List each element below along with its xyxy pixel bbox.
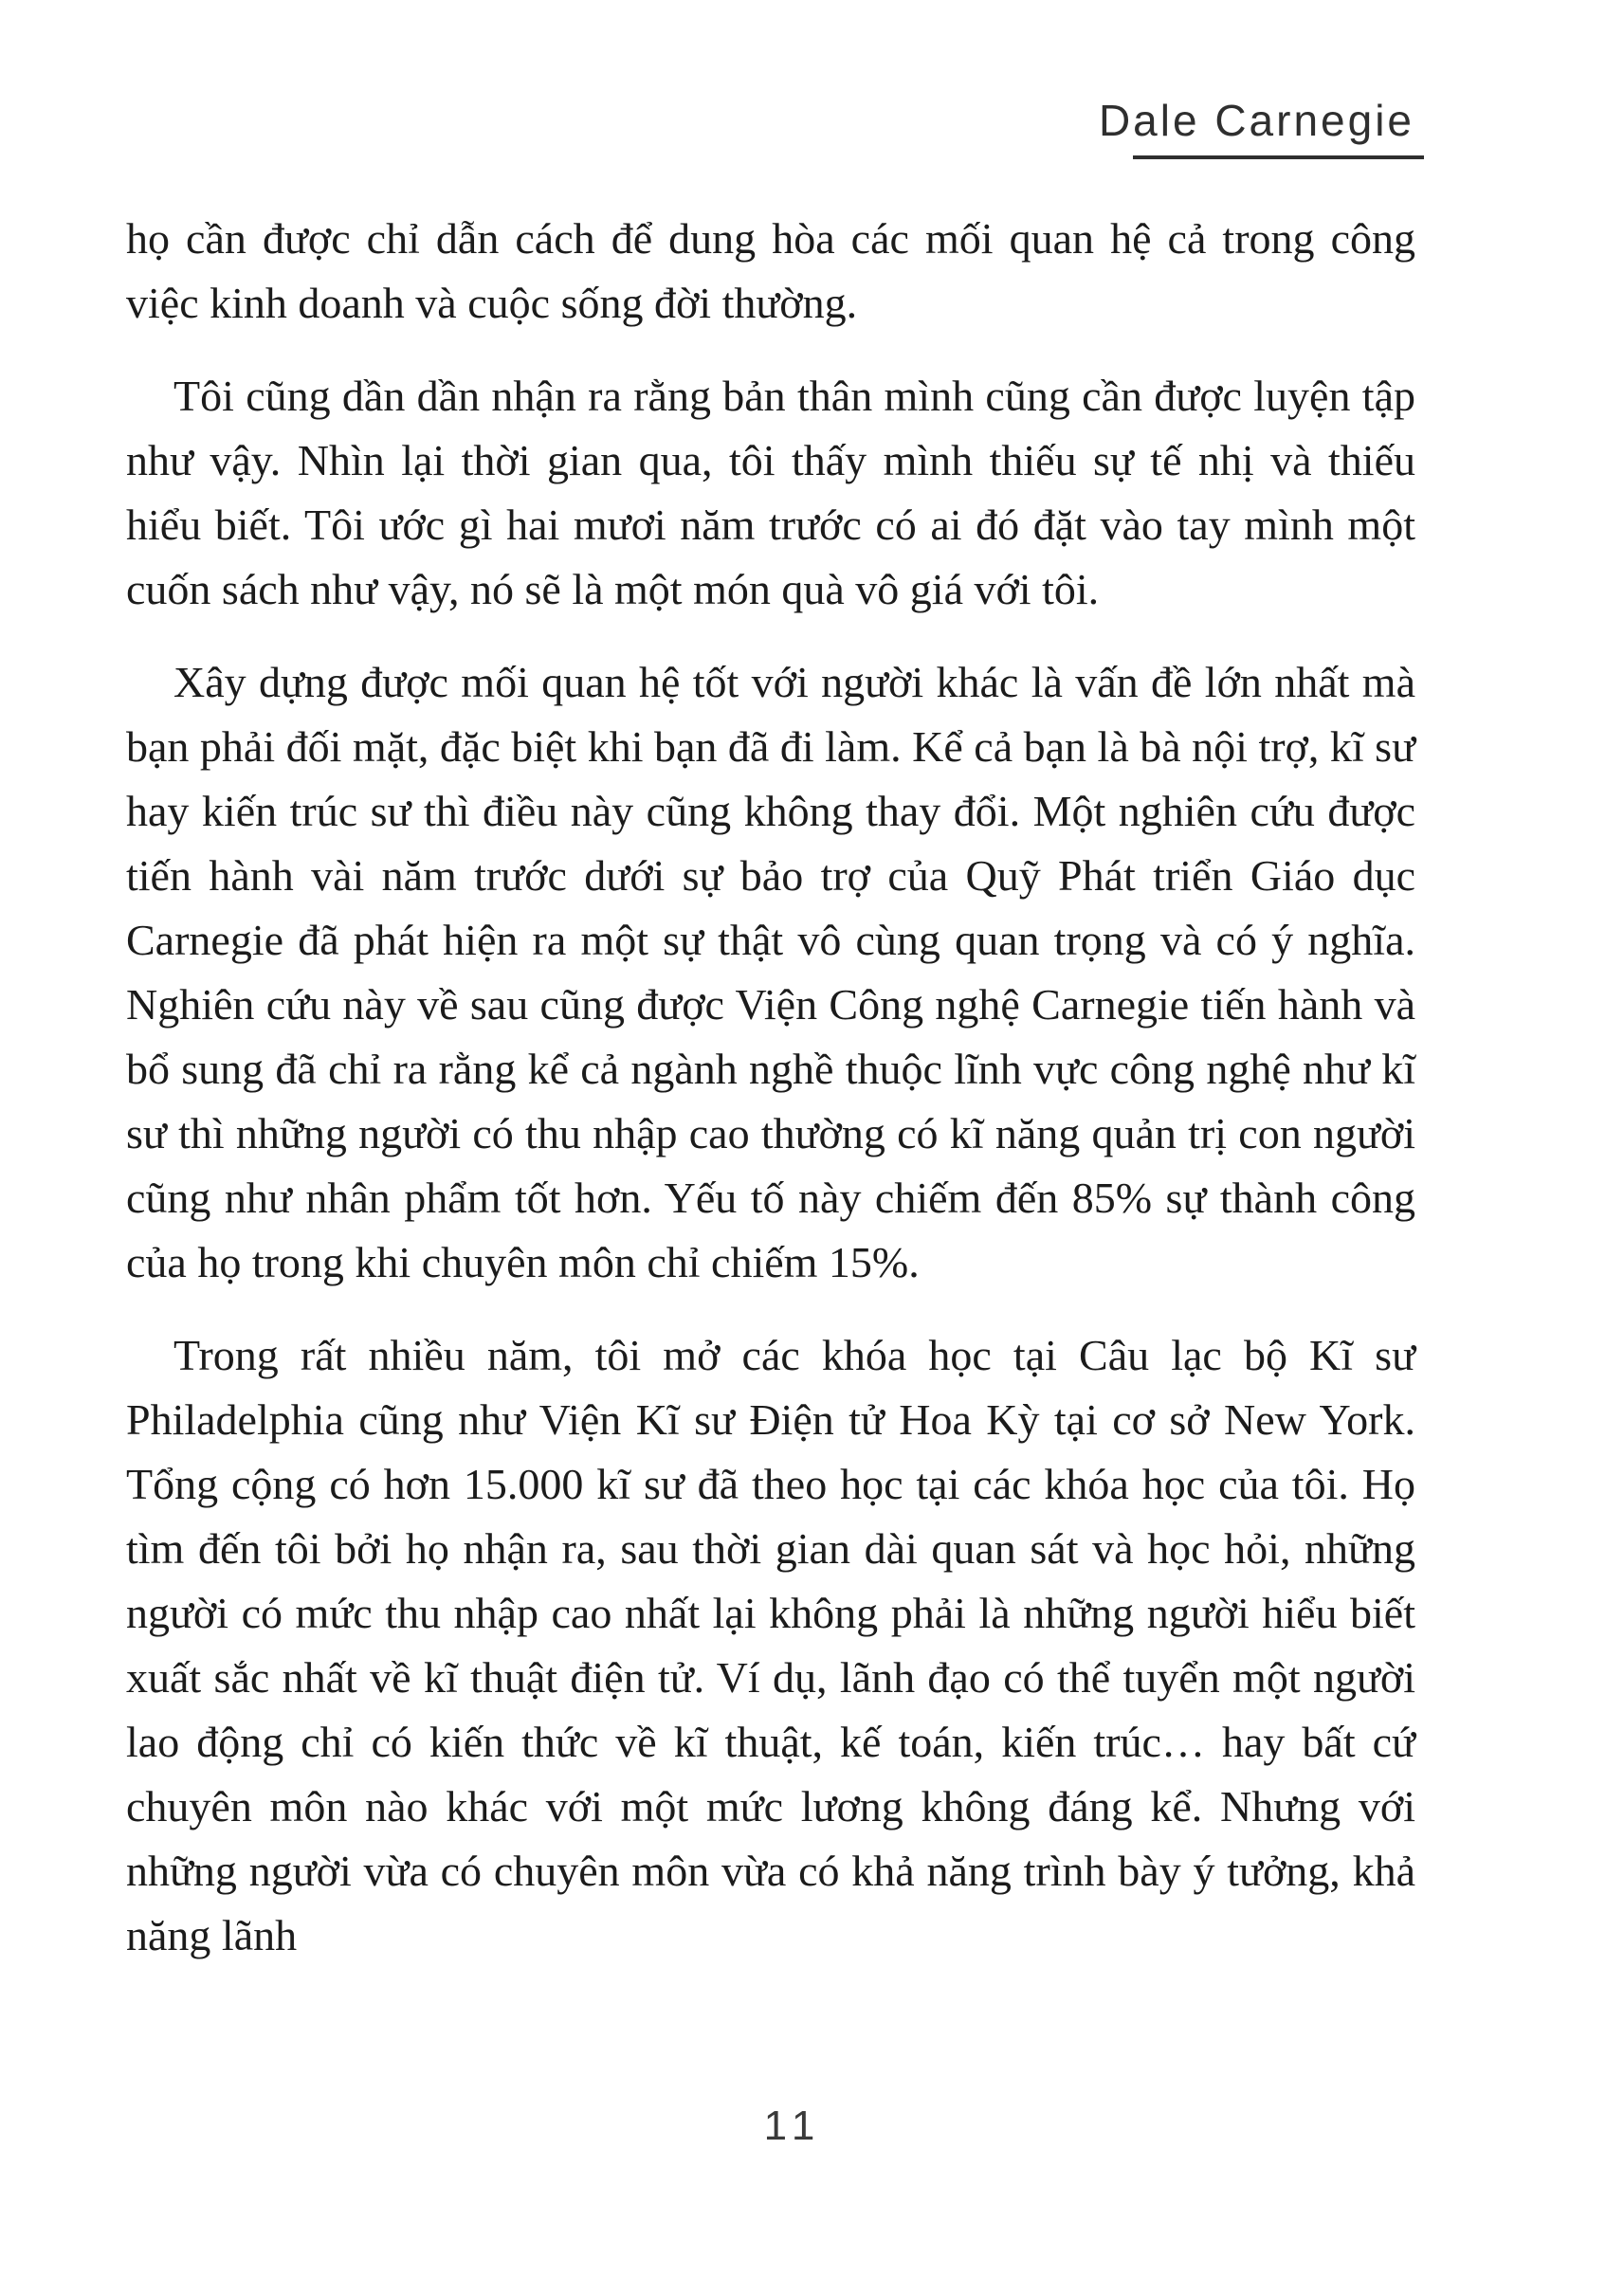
running-header: [1097, 95, 1424, 159]
paragraph: Trong rất nhiều năm, tôi mở các khóa học tại Câu lạc bộ Kĩ sư Philadelphia cũng như Viện Kĩ sư Điện tử Hoa Kỳ tại cơ sở New York. Tổng cộng có hơn 15.000 kĩ sư đã theo học tại các khóa học của tôi. Họ tìm đến tôi bởi họ nhận ra, sau thời gian dài quan sát và học hỏi, những người có mức thu nhập cao nhất lại không phải là những người hiểu biết xuất sắc nhất về kĩ thuật điện tử. Ví dụ, lãnh đạo có thể tuyển một người lao động chỉ có kiến thức về kĩ thuật, kế toán, kiến trúc… hay bất cứ chuyên môn nào khác với một mức lương không đáng kể. Nhưng với những người vừa có chuyên môn vừa có khả năng trình bày ý tưởng, khả năng lãnh: [126, 1331, 1415, 1959]
header-rule: [1133, 155, 1424, 159]
page-number: 11: [763, 2103, 823, 2149]
running-header-title: Dale Carnegie: [1098, 96, 1414, 145]
paragraph: Xây dựng được mối quan hệ tốt với người khác là vấn đề lớn nhất mà bạn phải đối mặt, đặc biệt khi bạn đã đi làm. Kể cả bạn là bà nội trợ, kĩ sư hay kiến trúc sư thì điều này cũng không thay đổi. Một nghiên cứu được tiến hành vài năm trước dưới sự bảo trợ của Quỹ Phát triển Giáo dục Carnegie đã phát hiện ra một sự thật vô cùng quan trọng và có ý nghĩa. Nghiên cứu này về sau cũng được Viện Công nghệ Carnegie tiến hành và bổ sung đã chỉ ra rằng kể cả ngành nghề thuộc lĩnh vực công nghệ như kĩ sư thì những người có thu nhập cao thường có kĩ năng quản trị con người cũng như nhân phẩm tốt hơn. Yếu tố này chiếm đến 85% sự thành công của họ trong khi chuyên môn chỉ chiếm 15%.: [126, 658, 1415, 1286]
paragraph: Tôi cũng dần dần nhận ra rằng bản thân mình cũng cần được luyện tập như vậy. Nhìn lại thời gian qua, tôi thấy mình thiếu sự tế nhị và thiếu hiểu biết. Tôi ước gì hai mươi năm trước có ai đó đặt vào tay mình một cuốn sách như vậy, nó sẽ là một món quà vô giá với tôi.: [126, 372, 1415, 613]
body-text-block: [126, 207, 1415, 1968]
paragraph: họ cần được chỉ dẫn cách để dung hòa các mối quan hệ cả trong công việc kinh doanh và cuộc sống đời thường.: [126, 214, 1415, 327]
